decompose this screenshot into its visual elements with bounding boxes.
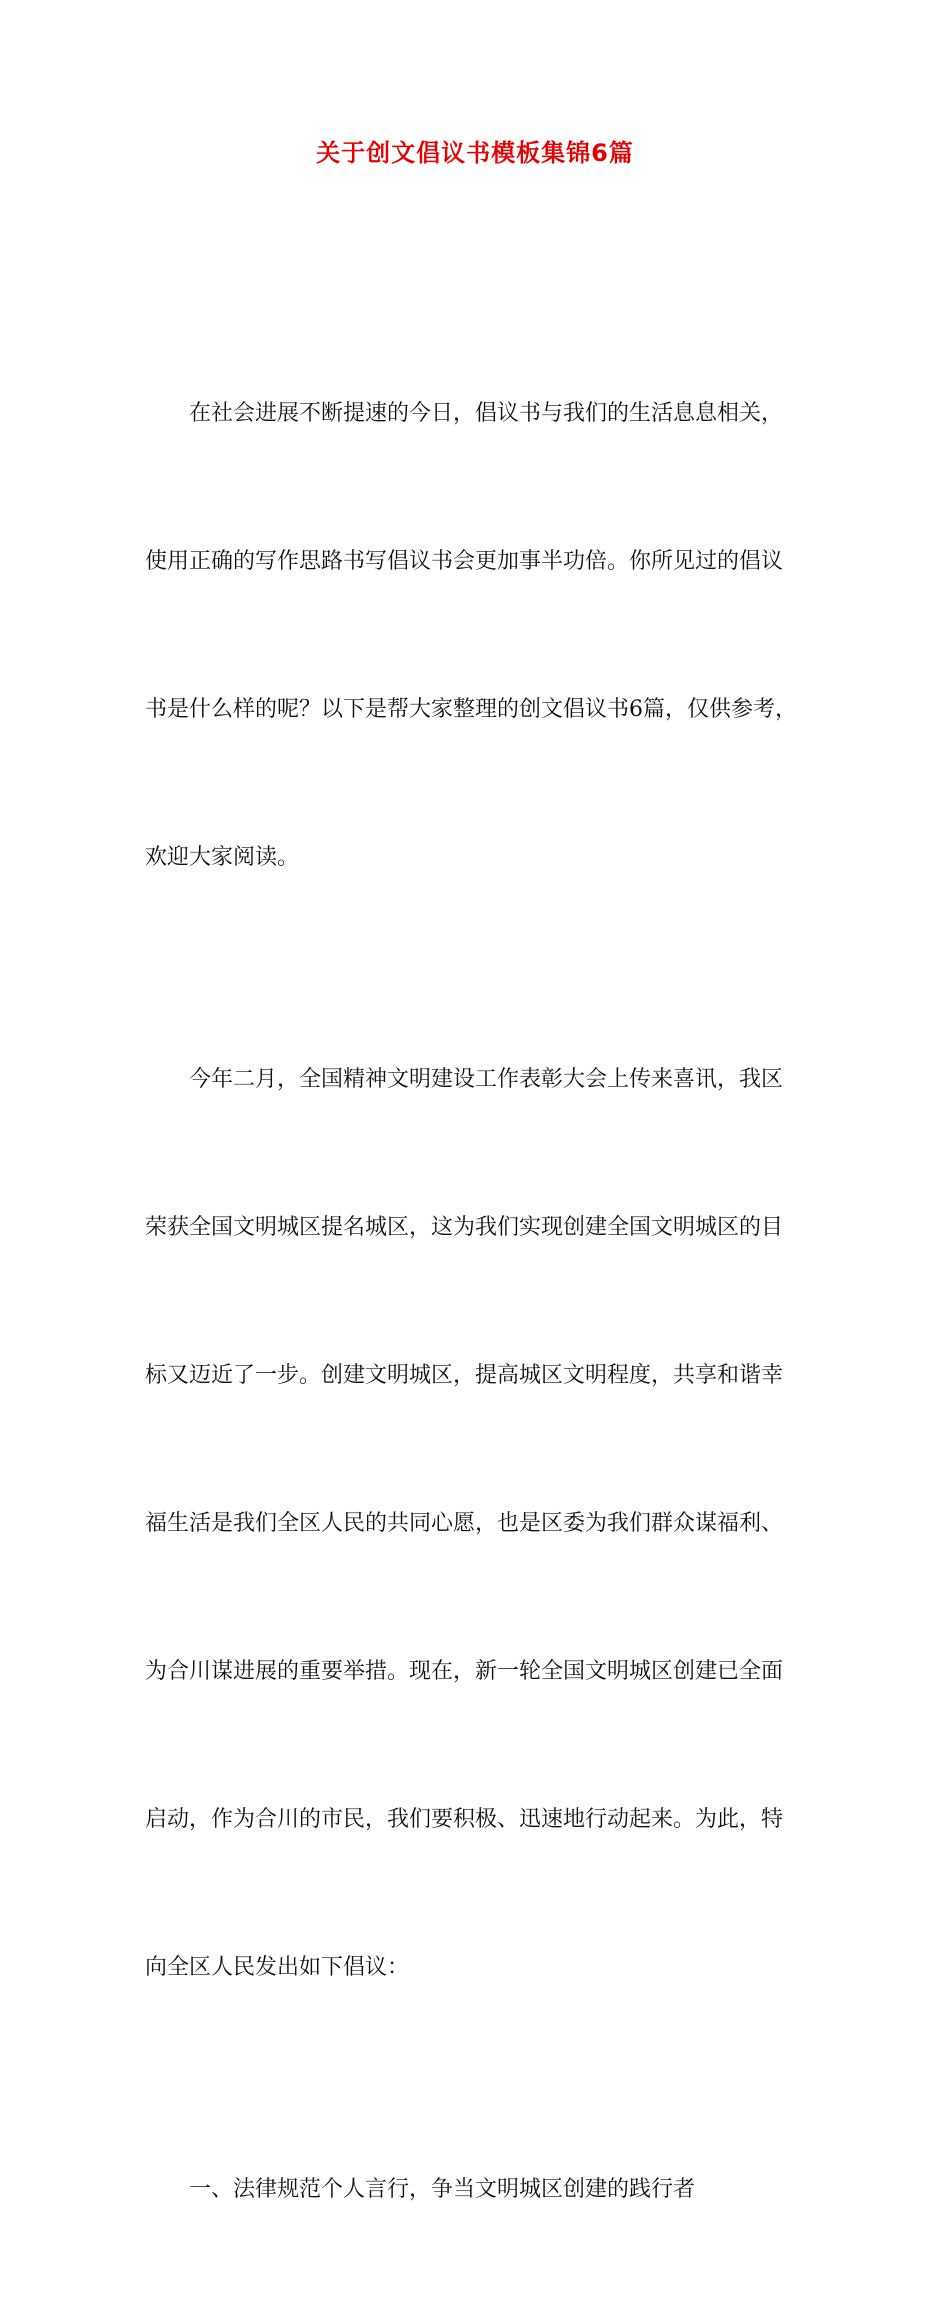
paragraph-line: 书是什么样的呢？以下是帮大家整理的创文倡议书6篇，仅供参考，: [145, 697, 797, 722]
paragraph-line: 在社会进展不断提速的今日，倡议书与我们的生活息息相关，: [189, 401, 784, 426]
paragraph-line: 荣获全国文明城区提名城区，这为我们实现创建全国文明城区的目: [145, 1215, 784, 1240]
paragraph-line: 使用正确的写作思路书写倡议书会更加事半功倍。你所见过的倡议: [145, 549, 784, 574]
section-heading: [145, 2097, 845, 2282]
paragraph-line: 启动，作为合川的市民，我们要积极、迅速地行动起来。为此，特: [145, 1807, 784, 1832]
document-title: 关于创文倡议书模板集锦6篇: [316, 139, 634, 167]
document-body: [145, 321, 845, 2319]
paragraph-line: 一、法律规范个人言行，争当文明城区创建的践行者: [189, 2177, 696, 2202]
paragraph: [145, 987, 845, 2060]
paragraph-line: 今年二月，全国精神文明建设工作表彰大会上传来喜讯，我区: [189, 1067, 784, 1092]
paragraph-line: 向全区人民发出如下倡议：: [145, 1955, 410, 1980]
paragraph: [145, 321, 845, 950]
paragraph-line: 欢迎大家阅读。: [145, 845, 300, 870]
paragraph-line: 为合川谋进展的重要举措。现在，新一轮全国文明城区创建已全面: [145, 1659, 784, 1684]
paragraph-line: 福生活是我们全区人民的共同心愿，也是区委为我们群众谋福利、: [145, 1511, 784, 1536]
paragraph-line: 标又迈近了一步。创建文明城区，提高城区文明程度，共享和谐幸: [145, 1363, 784, 1388]
